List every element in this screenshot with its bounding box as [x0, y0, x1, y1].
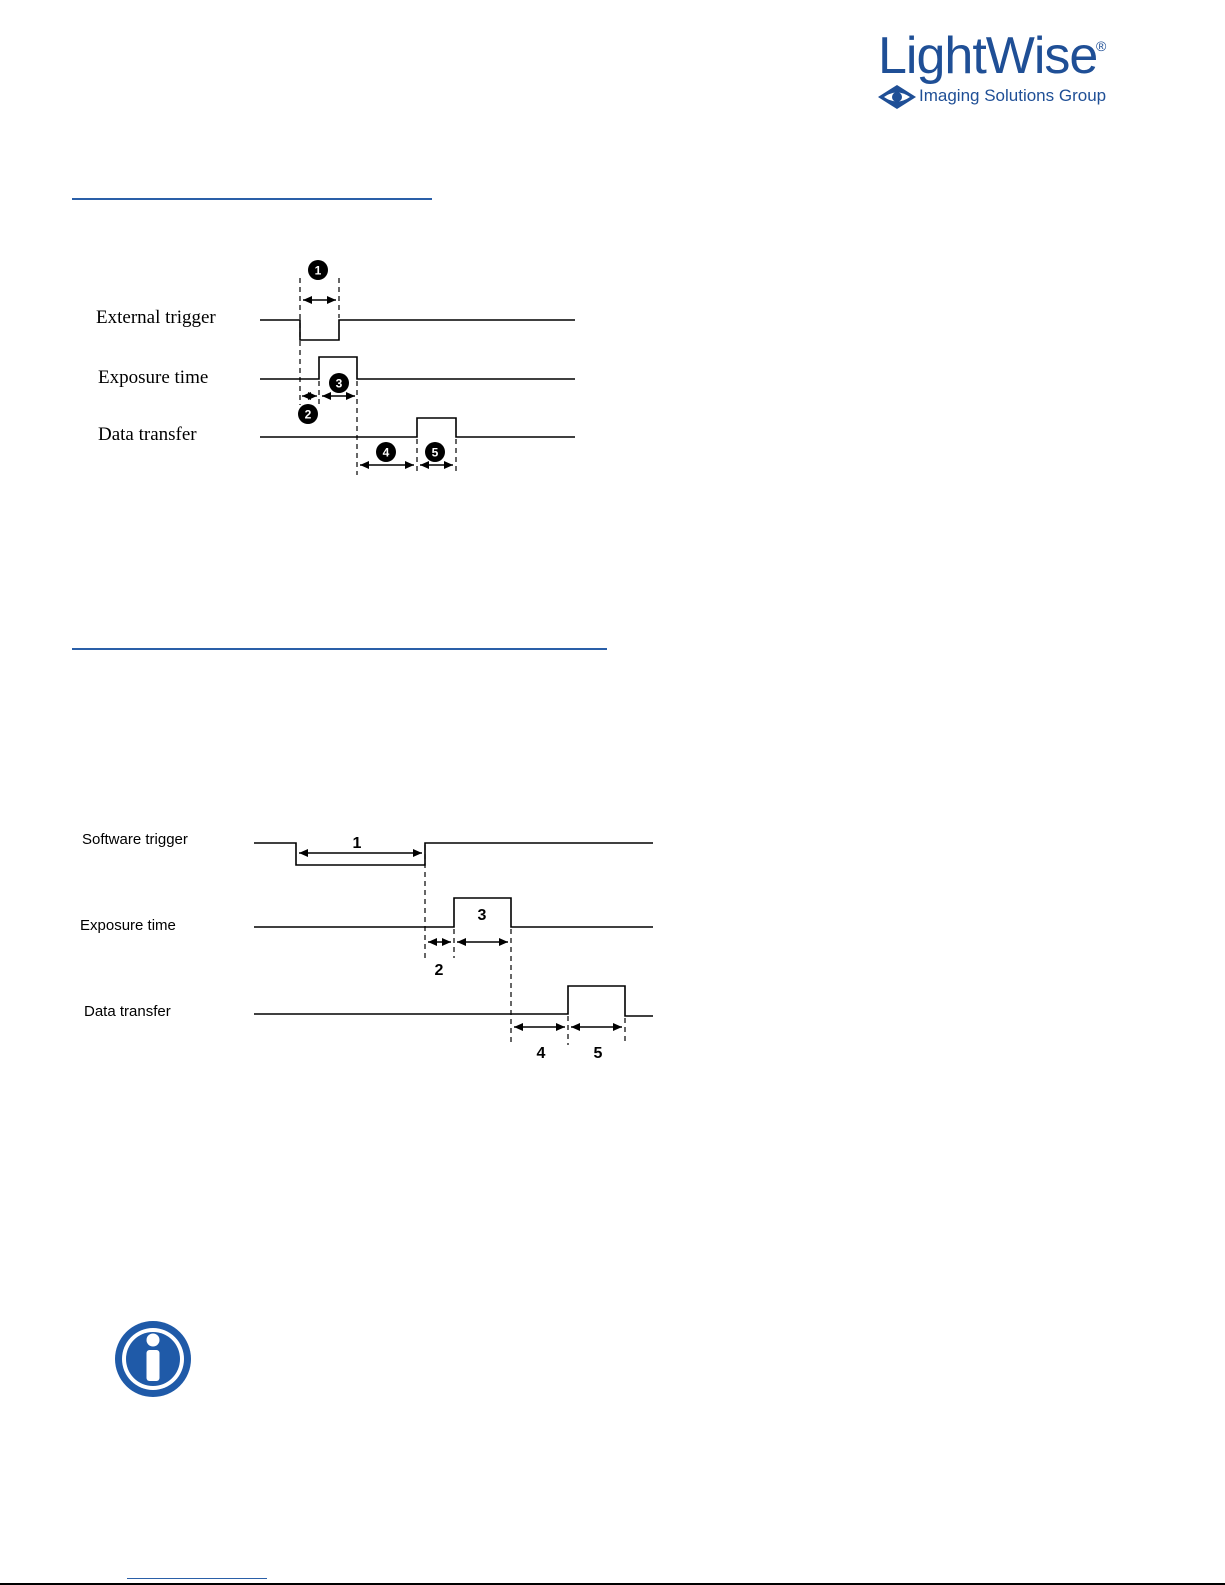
diagram2-label-software-trigger: Software trigger — [82, 831, 188, 848]
diagram2-marker-4: 4 — [536, 1045, 546, 1062]
company-logo-wordmark: LightWise — [878, 27, 1098, 85]
svg-text:4: 4 — [382, 445, 390, 460]
diagram2-exposure-wave — [254, 898, 653, 927]
diagram1-marker-5 — [425, 442, 445, 462]
diagram2-marker-3: 3 — [477, 907, 487, 924]
diagram2-software-trigger-wave — [254, 843, 653, 865]
svg-text:3: 3 — [335, 376, 343, 391]
diagram1-marker-3 — [329, 373, 349, 393]
diagram2-data-transfer-wave — [254, 986, 653, 1016]
diagram2-label-data-transfer: Data transfer — [84, 1003, 171, 1020]
diagram1-label-data-transfer: Data transfer — [98, 424, 197, 445]
svg-text:5: 5 — [431, 445, 439, 460]
diagram2-marker-2: 2 — [434, 962, 444, 979]
footer-link-underline — [127, 1578, 267, 1579]
diagram1-label-external-trigger: External trigger — [96, 307, 216, 328]
diagram2-marker-1: 1 — [352, 835, 362, 852]
diagram1-label-exposure-time: Exposure time — [98, 367, 209, 388]
company-logo-subtitle: Imaging Solutions Group — [919, 86, 1107, 105]
svg-text:2: 2 — [304, 407, 312, 422]
diagram1-marker-2 — [298, 404, 318, 424]
diagram1-marker-1 — [308, 260, 328, 280]
svg-text:1: 1 — [314, 263, 322, 278]
registered-mark: ® — [1096, 38, 1107, 54]
info-icon — [112, 1318, 194, 1400]
diagram2-marker-5: 5 — [593, 1045, 603, 1062]
diagram1-external-trigger-wave — [260, 320, 575, 340]
diagram1-exposure-wave — [260, 357, 575, 379]
diagram2-label-exposure-time: Exposure time — [80, 917, 176, 934]
diagram1-marker-4 — [376, 442, 396, 462]
